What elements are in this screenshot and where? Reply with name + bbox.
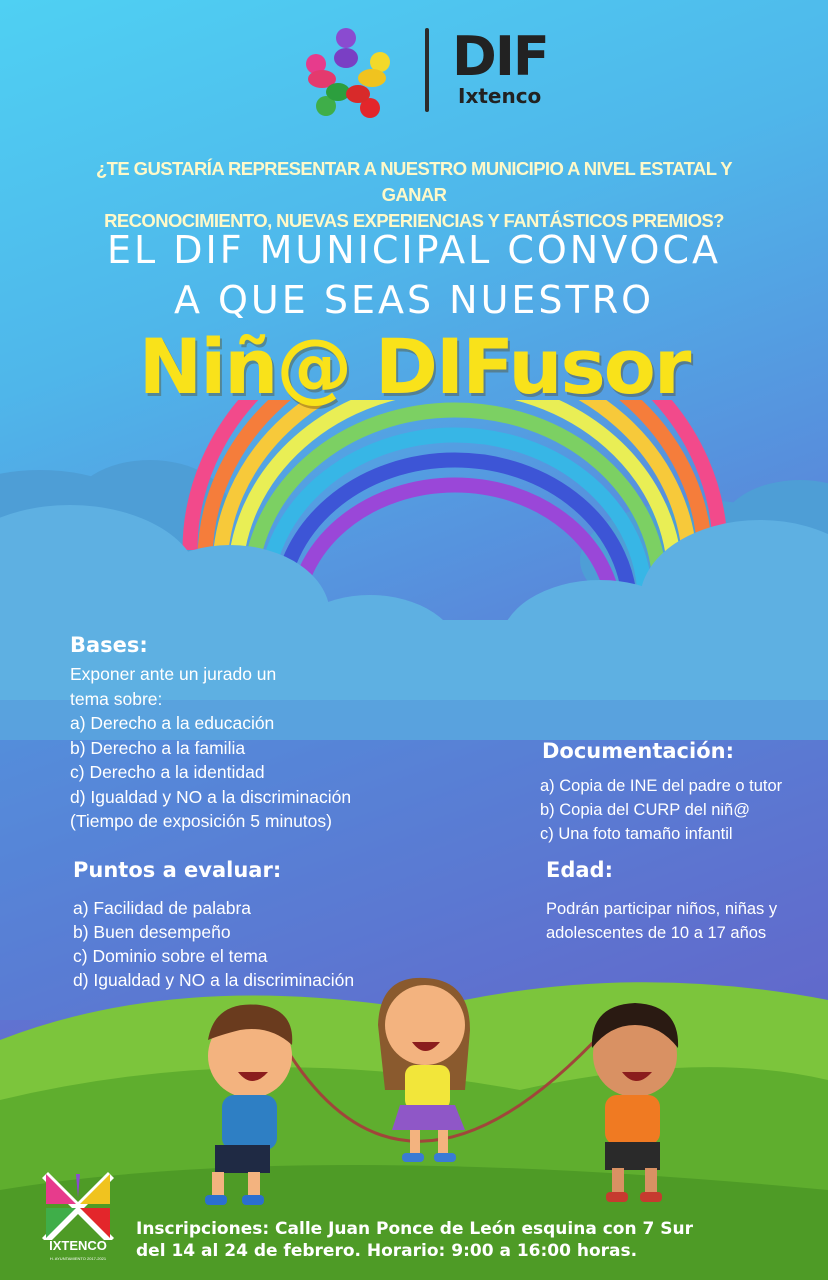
ixtenco-logo-icon: [38, 1168, 118, 1240]
puntos-item: c) Dominio sobre el tema: [73, 946, 268, 966]
bases-item: (Tiempo de exposición 5 minutos): [70, 811, 332, 831]
convoca-line-1: EL DIF MUNICIPAL CONVOCA: [106, 228, 721, 272]
dif-title: DIF: [452, 25, 548, 88]
bases-list: [70, 662, 351, 834]
bases-item: c) Derecho a la identidad: [70, 762, 265, 782]
footer-line-1: Inscripciones: Calle Juan Ponce de León esquina con 7 Sur: [136, 1219, 693, 1239]
dif-subtitle: Ixtenco: [458, 84, 542, 108]
convoca-line-2: A QUE SEAS NUESTRO: [173, 278, 655, 322]
puntos-list: [73, 896, 354, 992]
puntos-item: d) Igualdad y NO a la discriminación: [73, 970, 355, 990]
documentacion-item: a) Copia de INE del padre o tutor: [540, 777, 783, 795]
intro-question: [70, 156, 758, 234]
puntos-heading: Puntos a evaluar:: [73, 858, 282, 882]
edad-item: adolescentes de 10 a 17 años: [546, 924, 767, 942]
dif-logo-icon: [298, 24, 398, 120]
logo-divider: [425, 28, 429, 112]
question-line-2: RECONOCIMIENTO, NUEVAS EXPERIENCIAS Y FANTÁSTICOS PREMIOS?: [104, 210, 724, 231]
documentacion-heading: Documentación:: [542, 739, 734, 763]
edad-heading: Edad:: [546, 858, 613, 882]
puntos-item: a) Facilidad de palabra: [73, 898, 252, 918]
footer-line-2: del 14 al 24 de febrero. Horario: 9:00 a 16:00 horas.: [136, 1241, 638, 1261]
ixtenco-subtitle: H. AYUNTAMIENTO 2017-2021: [49, 1256, 107, 1261]
bases-item: b) Derecho a la familia: [70, 737, 246, 758]
ixtenco-name: IXTENCO: [49, 1238, 107, 1253]
bases-item: Exponer ante un jurado un: [70, 664, 277, 684]
bases-heading: Bases:: [70, 633, 148, 657]
documentacion-item: b) Copia del CURP del niñ@: [540, 801, 750, 819]
puntos-item: b) Buen desempeño: [73, 922, 231, 942]
documentacion-list: [540, 774, 782, 846]
bases-item: a) Derecho a la educación: [70, 713, 275, 733]
edad-list: [546, 897, 777, 945]
bases-item: d) Igualdad y NO a la discriminación: [70, 786, 352, 807]
main-title: Niñ@ DIFusor: [138, 322, 690, 411]
bases-item: tema sobre:: [70, 688, 163, 709]
question-line-1: ¿TE GUSTARÍA REPRESENTAR A NUESTRO MUNICIPIO A NIVEL ESTATAL Y GANAR: [95, 158, 733, 205]
documentacion-item: c) Una foto tamaño infantil: [540, 825, 733, 843]
edad-item: Podrán participar niños, niñas y: [546, 900, 778, 918]
footer-info: [136, 1218, 693, 1262]
